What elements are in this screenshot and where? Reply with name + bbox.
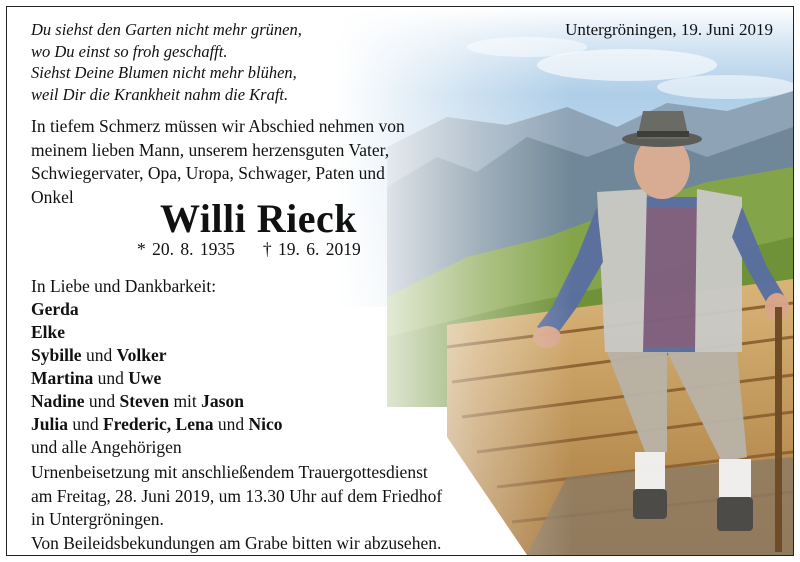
family-line: Sybille und Volker <box>31 345 167 365</box>
funeral-line: in Untergröningen. <box>31 509 164 529</box>
deceased-name: Willi Rieck <box>160 196 357 241</box>
family-heading: In Liebe und Dankbarkeit: <box>31 276 217 296</box>
funeral-line: am Freitag, 28. Juni 2019, um 13.30 Uhr auf dem Friedhof <box>31 485 443 506</box>
family-line: Julia und Frederic, Lena und Nico <box>31 414 283 434</box>
family-line: Nadine und Steven mit Jason <box>31 391 244 411</box>
family-list <box>31 275 282 459</box>
intro-line: In tiefem Schmerz müssen wir Abschied nehmen von <box>31 116 405 136</box>
family-line: Elke <box>31 322 66 342</box>
death-date: † 19. 6. 2019 <box>262 239 361 259</box>
family-line: Martina und Uwe <box>31 368 162 388</box>
poem-line: Siehst Deine Blumen nicht mehr blühen, <box>31 63 297 82</box>
family-footer: und alle Angehörigen <box>31 437 182 457</box>
intro-line: meinem lieben Mann, unserem herzensguten Vater, <box>31 139 390 160</box>
obituary-notice <box>6 6 794 556</box>
funeral-line: Urnenbeisetzung mit anschließendem Trauergottesdienst <box>31 462 428 482</box>
poem <box>31 19 302 105</box>
funeral-info <box>31 461 442 555</box>
birth-date: * 20. 8. 1935 <box>137 239 235 259</box>
poem-line: Du siehst den Garten nicht mehr grünen, <box>31 20 302 39</box>
place-date: Untergröningen, 19. Juni 2019 <box>565 20 773 39</box>
poem-line: weil Dir die Krankheit nahm die Kraft. <box>31 84 289 104</box>
life-dates <box>137 239 361 260</box>
poem-line: wo Du einst so froh geschafft. <box>31 41 228 61</box>
funeral-line: Von Beileidsbekundungen am Grabe bitten wir abzusehen. <box>31 532 442 553</box>
intro-line: Onkel <box>31 186 74 207</box>
intro-line: Schwiegervater, Opa, Uropa, Schwager, Paten und <box>31 163 385 183</box>
family-line: Gerda <box>31 299 79 319</box>
